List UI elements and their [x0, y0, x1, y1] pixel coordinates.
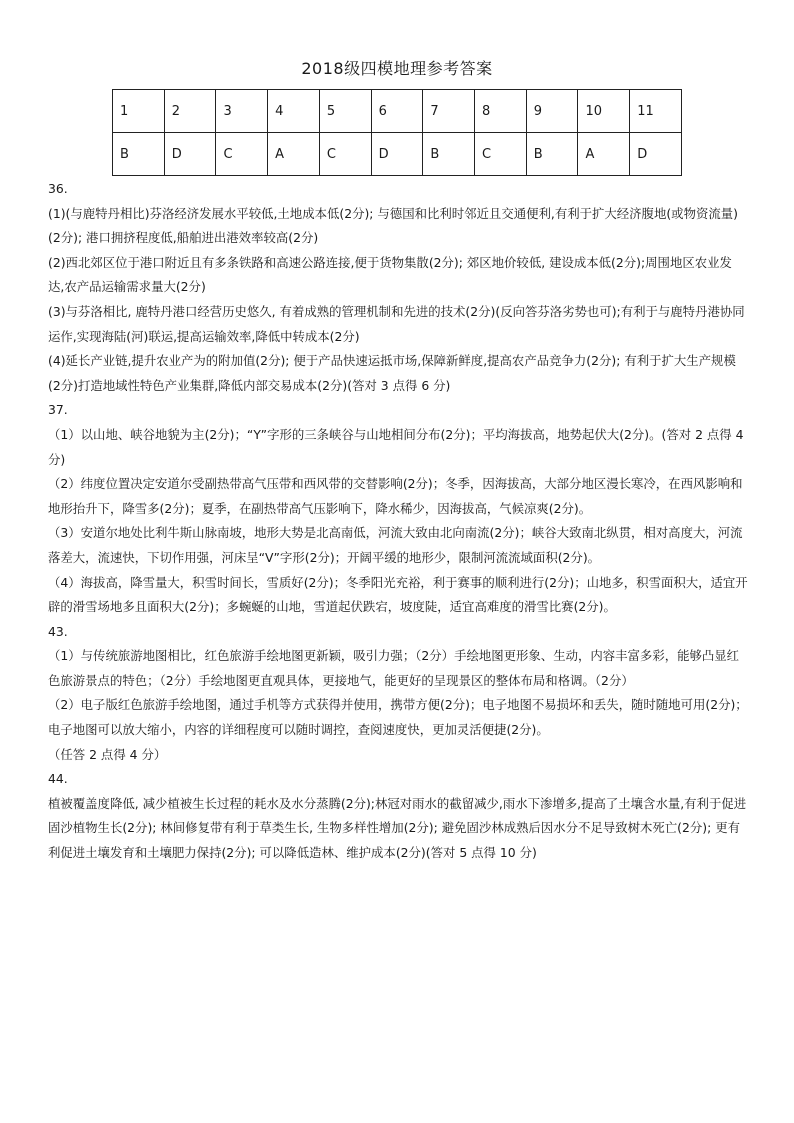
- question-37-answer-3: （3）安道尔地处比利牛斯山脉南坡，地形大势是北高南低，河流大致由北向南流(2分)；峡谷大致南北纵贯，相对高度大，河流落差大，流速快，下切作用强，河床呈“V”字形(2分)；开阔平缓的地形少，限制河流流域面积(2分)。: [48, 525, 743, 565]
- answer-letter-cell: A: [578, 133, 630, 176]
- question-37-answer-1: （1）以山地、峡谷地貌为主(2分)；“Y”字形的三条峡谷与山地相间分布(2分)；平均海拔高，地势起伏大(2分)。(答对 2 点得 4 分): [48, 426, 744, 467]
- question-number-cell: 8: [475, 90, 527, 133]
- question-36-answer-2: (2)西北郊区位于港口附近且有多条铁路和高速公路连接,便于货物集散(2分); 郊区地价较低, 建设成本低(2分);周围地区农业发达,农产品运输需求量大(2分): [48, 254, 732, 295]
- answer-letter-cell: A: [268, 133, 320, 176]
- answer-letter-cell: B: [526, 133, 578, 176]
- question-number-cell: 1: [113, 90, 165, 133]
- answer-letter-cell: C: [216, 133, 268, 176]
- answer-content: [48, 177, 748, 866]
- answer-letter-cell: D: [164, 133, 216, 176]
- question-number-cell: 6: [371, 90, 423, 133]
- answer-letter-cell: B: [113, 133, 165, 176]
- question-44-number: 44.: [48, 771, 68, 787]
- question-44-answer-1: 植被覆盖度降低, 减少植被生长过程的耗水及水分蒸腾(2分);林冠对雨水的截留减少,雨水下渗增多,提高了土壤含水量,有利于促进固沙植物生长(2分); 林间修复带有利于草类生长, 生物多样性增加(2分); 避免固沙林成熟后因水分不足导致树木死亡(2分); 更有利促进土壤发育和土壤肥力保持(2分); 可以降低造林、维护成本(2分)(答对 5 点得 10 分): [48, 795, 747, 861]
- answer-letter-cell: D: [371, 133, 423, 176]
- question-number-cell: 9: [526, 90, 578, 133]
- question-number-cell: 3: [216, 90, 268, 133]
- answer-letter-cell: D: [630, 133, 682, 176]
- question-43-scoring-note: （任答 2 点得 4 分）: [48, 746, 167, 762]
- question-number-row: [113, 90, 682, 133]
- question-36-answer-1: (1)(与鹿特丹相比)芬洛经济发展水平较低,土地成本低(2分); 与德国和比利时邻近且交通便利,有利于扩大经济腹地(或物资流量)(2分); 港口拥挤程度低,船舶进出港效率较高(2分): [48, 205, 738, 246]
- answer-letter-cell: C: [475, 133, 527, 176]
- page-title: 2018级四模地理参考答案: [301, 59, 493, 78]
- answer-table: [112, 89, 682, 176]
- question-37-number: 37.: [48, 402, 68, 418]
- question-37-answer-2: （2）纬度位置决定安道尔受副热带高气压带和西风带的交替影响(2分)；冬季，因海拔高，大部分地区漫长寒冷，在西风影响和地形抬升下，降雪多(2分)；夏季，在副热带高气压影响下，降水稀少，因海拔高，气候凉爽(2分)。: [48, 476, 743, 516]
- question-36-answer-3: (3)与芬洛相比, 鹿特丹港口经营历史悠久, 有着成熟的管理机制和先进的技术(2分)(反向答芬洛劣势也可);有利于与鹿特丹港协同运作,实现海陆(河)联运,提高运输效率,降低中转成本(2分): [48, 303, 745, 344]
- answer-letter-cell: C: [319, 133, 371, 176]
- question-43-answer-1: （1）与传统旅游地图相比，红色旅游手绘地图更新颖，吸引力强；（2分）手绘地图更形象、生动，内容丰富多彩，能够凸显红色旅游景点的特色；（2分）手绘地图更直观具体，更接地气，能更好的呈现景区的整体布局和格调。（2分）: [48, 648, 740, 688]
- question-37-answer-4: （4）海拔高，降雪量大，积雪时间长，雪质好(2分)；冬季阳光充裕，利于赛事的顺利进行(2分)；山地多，积雪面积大，适宜开辟的滑雪场地多且面积大(2分)；多蜿蜒的山地，雪道起伏跌宕，坡度陡，适宜高难度的滑雪比赛(2分)。: [48, 574, 748, 615]
- question-number-cell: 4: [268, 90, 320, 133]
- question-43-answer-2: （2）电子版红色旅游手绘地图，通过手机等方式获得并使用，携带方便(2分)；电子地图不易损坏和丢失，随时随地可用(2分)；电子地图可以放大缩小，内容的详细程度可以随时调控，查阅速度快，更加灵活便捷(2分)。: [48, 697, 748, 738]
- question-36-number: 36.: [48, 181, 68, 196]
- question-number-cell: 11: [630, 90, 682, 133]
- question-43-number: 43.: [48, 623, 68, 639]
- answer-letter-row: [113, 133, 682, 176]
- question-36-answer-4: (4)延长产业链,提升农业产为的附加值(2分); 便于产品快速运抵市场,保障新鲜度,提高农产品竞争力(2分); 有利于扩大生产规模(2分)打造地域性特色产业集群,降低内部交易成本(2分)(答对 3 点得 6 分): [48, 353, 736, 393]
- answer-letter-cell: B: [423, 133, 475, 176]
- question-number-cell: 2: [164, 90, 216, 133]
- question-number-cell: 7: [423, 90, 475, 133]
- question-number-cell: 5: [319, 90, 371, 133]
- question-number-cell: 10: [578, 90, 630, 133]
